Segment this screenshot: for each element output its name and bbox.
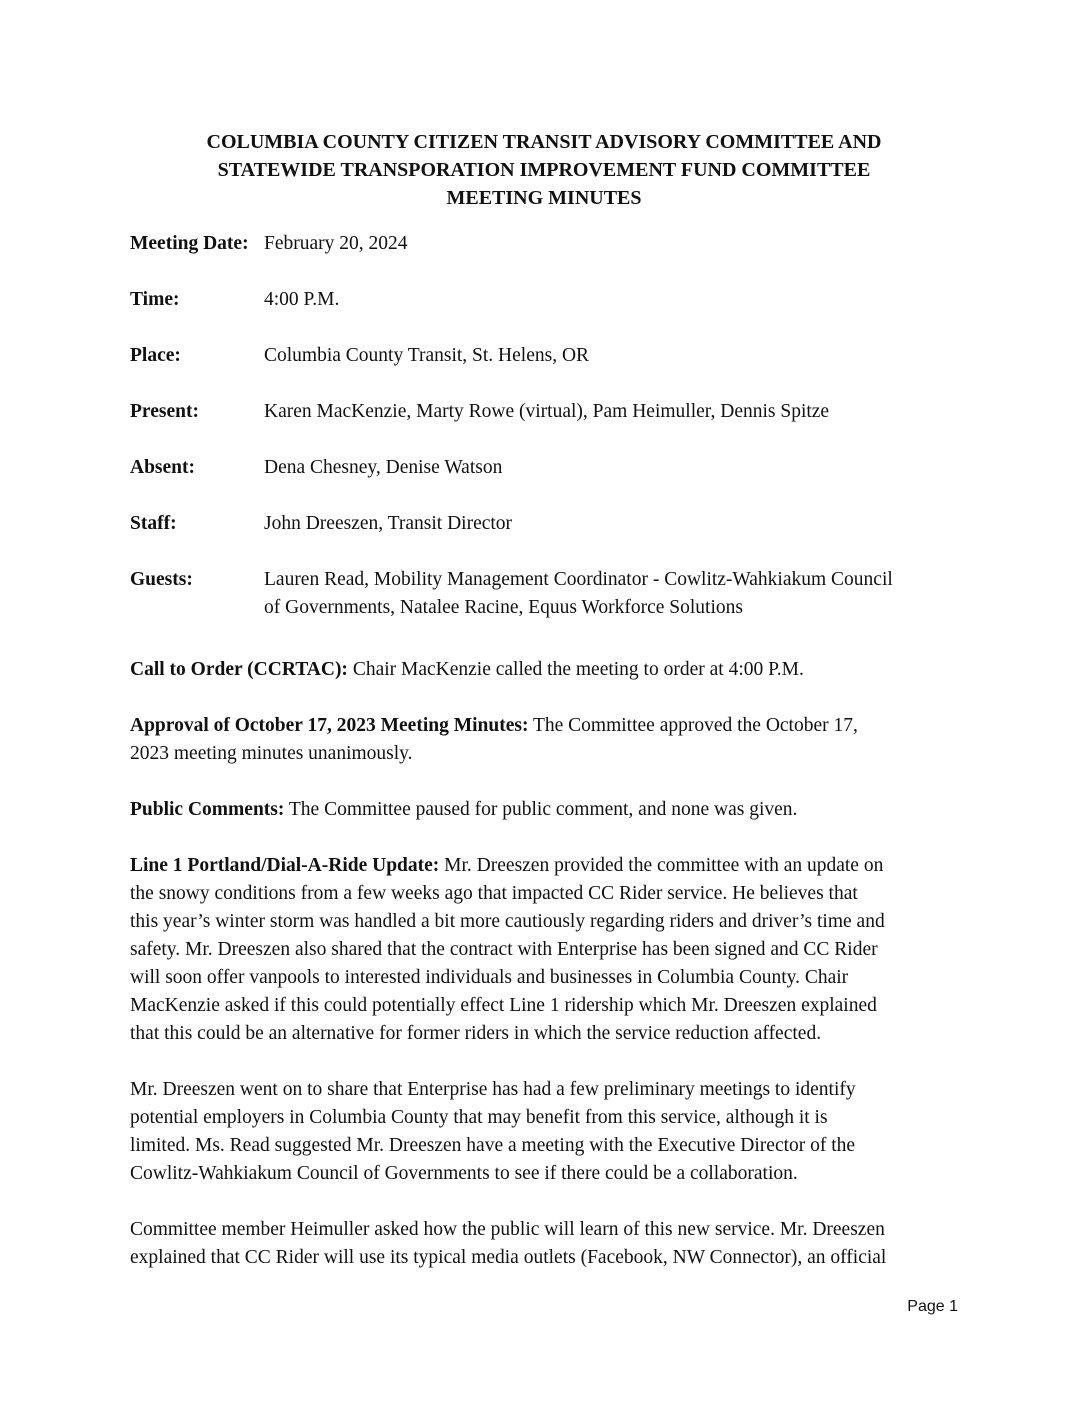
public-awareness-line-1: Committee member Heimuller asked how the public will learn of this new service. Mr. Dreeszen	[130, 1219, 885, 1240]
enterprise-line-1: Mr. Dreeszen went on to share that Enterprise has had a few preliminary meetings to identify	[130, 1079, 856, 1100]
enterprise-line-3: limited. Ms. Read suggested Mr. Dreeszen have a meeting with the Executive Director of the	[130, 1135, 856, 1156]
guests-value	[264, 566, 970, 622]
public-comments-text: The Committee paused for public comment, and none was given.	[284, 799, 798, 820]
absent-value: Dena Chesney, Denise Watson	[264, 457, 503, 478]
meeting-info	[130, 230, 970, 650]
title-line-1: COLUMBIA COUNTY CITIZEN TRANSIT ADVISORY COMMITTEE AND	[206, 131, 882, 153]
public-awareness-paragraph	[130, 1216, 960, 1272]
place-row	[130, 342, 970, 370]
approval-label: Approval of October 17, 2023 Meeting Minutes:	[130, 715, 529, 736]
line1-update-line-4: safety. Mr. Dreeszen also shared that the contract with Enterprise has been signed and CC Rider	[130, 939, 878, 960]
public-comments-paragraph	[130, 796, 960, 824]
present-value: Karen MacKenzie, Marty Rowe (virtual), Pam Heimuller, Dennis Spitze	[264, 401, 830, 422]
staff-value: John Dreeszen, Transit Director	[264, 513, 513, 534]
line1-update-line-3: this year’s winter storm was handled a bit more cautiously regarding riders and driver’s time and	[130, 911, 885, 932]
line1-update-line-7: that this could be an alternative for former riders in which the service reduction affected.	[130, 1023, 822, 1044]
absent-row	[130, 454, 970, 482]
guests-row	[130, 566, 970, 622]
public-comments-label: Public Comments:	[130, 799, 285, 820]
minutes-body	[130, 656, 960, 1300]
title-line-3: MEETING MINUTES	[446, 187, 642, 209]
place-label: Place:	[130, 345, 181, 366]
line1-update-line-6: MacKenzie asked if this could potentially effect Line 1 ridership which Mr. Dreeszen explained	[130, 995, 877, 1016]
line1-update-line-5: will soon offer vanpools to interested individuals and businesses in Columbia County. Chair	[130, 967, 849, 988]
title-line-2: STATEWIDE TRANSPORATION IMPROVEMENT FUND COMMITTEE	[217, 159, 871, 181]
line1-update-line-2: the snowy conditions from a few weeks ago that impacted CC Rider service. He believes that	[130, 883, 858, 904]
call-to-order-paragraph	[130, 656, 960, 684]
meeting-date-row	[130, 230, 970, 258]
guests-label: Guests:	[130, 569, 193, 590]
approval-line-2: 2023 meeting minutes unanimously.	[130, 743, 413, 764]
line1-update-label: Line 1 Portland/Dial-A-Ride Update:	[130, 855, 440, 876]
time-value: 4:00 P.M.	[264, 289, 340, 310]
approval-paragraph	[130, 712, 960, 768]
time-row	[130, 286, 970, 314]
enterprise-line-4: Cowlitz-Wahkiakum Council of Governments to see if there could be a collaboration.	[130, 1163, 798, 1184]
absent-label: Absent:	[130, 457, 196, 478]
public-awareness-line-2: explained that CC Rider will use its typical media outlets (Facebook, NW Connector), an official	[130, 1247, 887, 1268]
guests-line-1: Lauren Read, Mobility Management Coordinator - Cowlitz-Wahkiakum Council	[264, 569, 893, 590]
staff-row	[130, 510, 970, 538]
place-value: Columbia County Transit, St. Helens, OR	[264, 345, 590, 366]
guests-line-2: of Governments, Natalee Racine, Equus Workforce Solutions	[264, 597, 743, 618]
line1-update-paragraph	[130, 852, 960, 1048]
line1-update-text-1: Mr. Dreeszen provided the committee with an update on	[439, 855, 884, 876]
document-title	[0, 128, 1088, 212]
call-to-order-label: Call to Order (CCRTAC):	[130, 659, 348, 680]
enterprise-paragraph	[130, 1076, 960, 1188]
meeting-date-value: February 20, 2024	[264, 233, 408, 254]
meeting-date-label: Meeting Date:	[130, 233, 249, 254]
staff-label: Staff:	[130, 513, 177, 534]
present-label: Present:	[130, 401, 199, 422]
approval-line-1	[130, 712, 960, 740]
time-label: Time:	[130, 289, 180, 310]
page-number: Page 1	[907, 1298, 958, 1315]
call-to-order-text: Chair MacKenzie called the meeting to order at 4:00 P.M.	[347, 659, 804, 680]
line1-update-line-1	[130, 852, 960, 880]
approval-text-1: The Committee approved the October 17,	[528, 715, 858, 736]
present-row	[130, 398, 970, 426]
enterprise-line-2: potential employers in Columbia County that may benefit from this service, although it is	[130, 1107, 828, 1128]
